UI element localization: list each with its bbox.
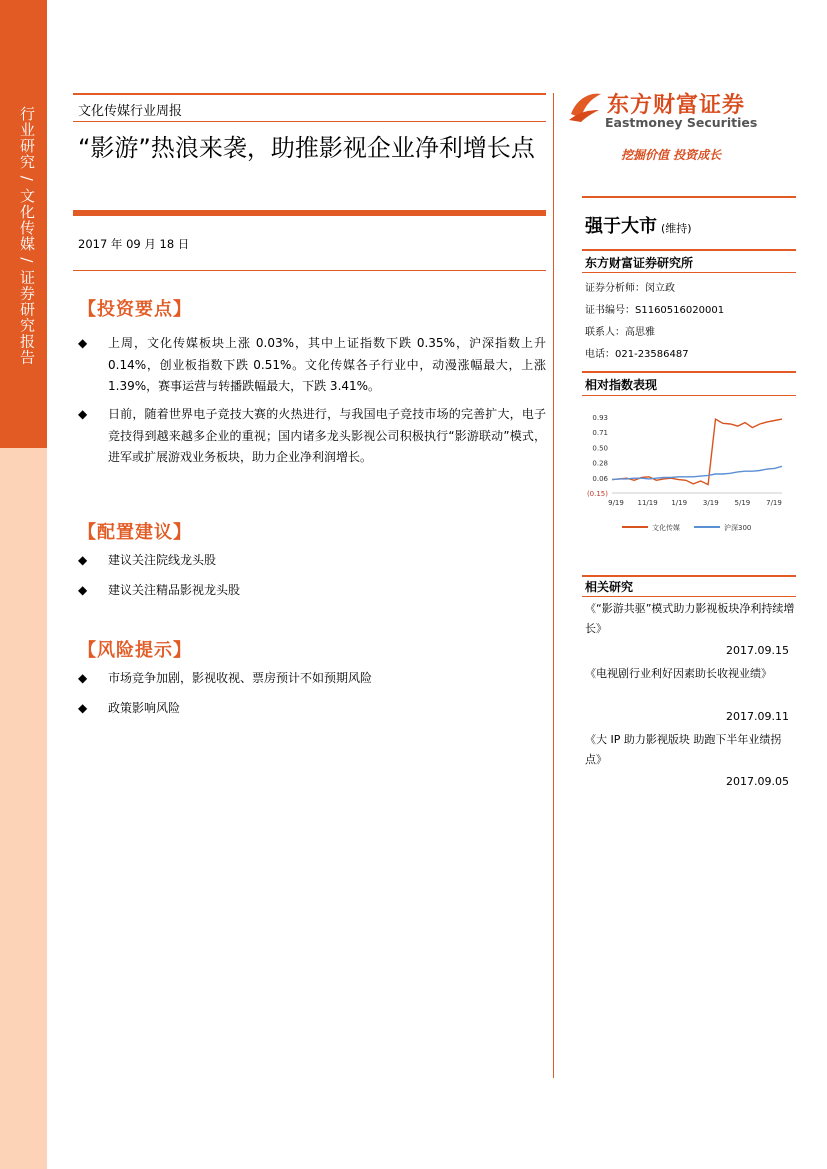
section-title-investment: 【投资要点】	[78, 299, 192, 320]
x-tick-label: 1/19	[671, 499, 688, 507]
research-firm: 东方财富证券研究所	[585, 256, 694, 270]
x-tick-label: 3/19	[702, 499, 719, 507]
list-item	[78, 698, 546, 720]
chart-rule	[582, 371, 796, 373]
related-report-title[interactable]: 《电视剧行业利好因素助长收视业绩》	[585, 667, 772, 680]
logo-text-en: Eastmoney Securities	[605, 115, 758, 130]
y-tick-label: 0.93	[592, 414, 608, 422]
diamond-bullet-icon: ◆	[78, 701, 88, 715]
section-title-allocation: 【配置建议】	[78, 522, 192, 543]
list-item	[78, 668, 546, 690]
related-rule-thin	[582, 596, 796, 597]
report-date: 2017 年 09 月 18 日	[78, 237, 190, 251]
series-line-1	[612, 419, 782, 485]
date-rule	[73, 270, 546, 271]
diamond-bullet-icon: ◆	[78, 553, 88, 567]
header-rule-top	[73, 93, 546, 95]
rating-rule	[582, 196, 796, 198]
phone: 电话：021-23586487	[585, 349, 689, 360]
company-logo	[567, 88, 758, 130]
logo-text-cn: 东方财富证券	[607, 93, 746, 118]
related-report-title[interactable]: 《“影游共驱”模式助力影视板块净利持续增长》	[585, 602, 795, 635]
legend-label: 沪深300	[724, 524, 752, 532]
list-item	[78, 580, 546, 602]
x-tick-label: 11/19	[637, 499, 658, 507]
x-tick-label: 5/19	[734, 499, 751, 507]
y-tick-label: 0.06	[592, 474, 608, 483]
report-type: 文化传媒行业周报	[78, 104, 183, 119]
chart-heading: 相对指数表现	[585, 378, 658, 392]
legend-label: 文化传媒	[652, 524, 680, 532]
column-divider	[553, 93, 554, 1078]
y-tick-label: 0.50	[592, 444, 608, 453]
title-rule-thick	[73, 210, 546, 216]
y-tick-label: (0.15)	[586, 490, 608, 498]
section-title-risk: 【风险提示】	[78, 640, 192, 661]
header-rule-thin	[73, 121, 546, 122]
bullet-text: 政策影响风险	[108, 701, 181, 715]
contact-person: 联系人：高思雅	[585, 327, 655, 338]
rating	[585, 212, 692, 238]
x-tick-label: 9/19	[608, 499, 624, 507]
y-tick-label: 0.28	[592, 459, 608, 468]
bullet-text: 上周，文化传媒板块上涨 0.03%，其中上证指数下跌 0.35%，沪深指数上升 0.14%，创业板指数下跌 0.51%。文化传媒各子行业中，动漫涨幅最大，上涨 1.39%，赛事运营与转播跌幅最大，下跌 3.41%。	[108, 336, 546, 393]
list-item	[78, 550, 546, 572]
firm-rule	[582, 249, 796, 251]
logo-mark-icon	[567, 88, 603, 124]
cert-number: 证书编号：S1160516020001	[585, 305, 725, 316]
related-report-date: 2017.09.15	[726, 644, 789, 657]
series-line-2	[612, 466, 782, 479]
related-heading: 相关研究	[585, 580, 634, 594]
x-tick-label: 7/19	[766, 499, 782, 507]
relative-index-chart	[582, 405, 796, 540]
diamond-bullet-icon: ◆	[78, 671, 88, 685]
related-rule	[582, 575, 796, 577]
sidebar-band	[0, 0, 47, 448]
y-tick-label: 0.71	[592, 429, 608, 438]
sidebar-category: 行业研究 / 文化传媒 / 证券研究报告	[18, 106, 36, 366]
slogan: 挖掘价值 投资成长	[621, 148, 722, 162]
rating-note: (维持)	[661, 222, 692, 235]
bullet-text: 市场竞争加剧，影视收视、票房预计不如预期风险	[108, 671, 373, 685]
bullet-text: 日前，随着世界电子竞技大赛的火热进行，与我国电子竞技市场的完善扩大，电子竞技得到越来越多企业的重视；国内诸多龙头影视公司积极执行“影游联动”模式，进军或扩展游戏业务板块，助力企业净利润增长。	[108, 407, 546, 464]
bullet-text: 建议关注院线龙头股	[108, 553, 217, 567]
list-item	[78, 333, 546, 398]
list-item	[78, 404, 546, 469]
page-title: “影游”热浪来袭，助推影视企业净利增长点	[78, 134, 535, 162]
diamond-bullet-icon: ◆	[78, 407, 88, 421]
diamond-bullet-icon: ◆	[78, 583, 88, 597]
bullet-text: 建议关注精品影视龙头股	[108, 583, 241, 597]
related-report-date: 2017.09.05	[726, 775, 789, 788]
firm-rule-thin	[582, 272, 796, 273]
related-report-title[interactable]: 《大 IP 助力影视版块 助跑下半年业绩拐点》	[585, 733, 782, 766]
diamond-bullet-icon: ◆	[78, 336, 88, 350]
rating-value: 强于大市	[585, 216, 657, 237]
chart-rule-thin	[582, 395, 796, 396]
related-report-date: 2017.09.11	[726, 710, 789, 723]
sidebar-band-light	[0, 448, 47, 1169]
analyst: 证券分析师：闵立政	[585, 283, 675, 294]
